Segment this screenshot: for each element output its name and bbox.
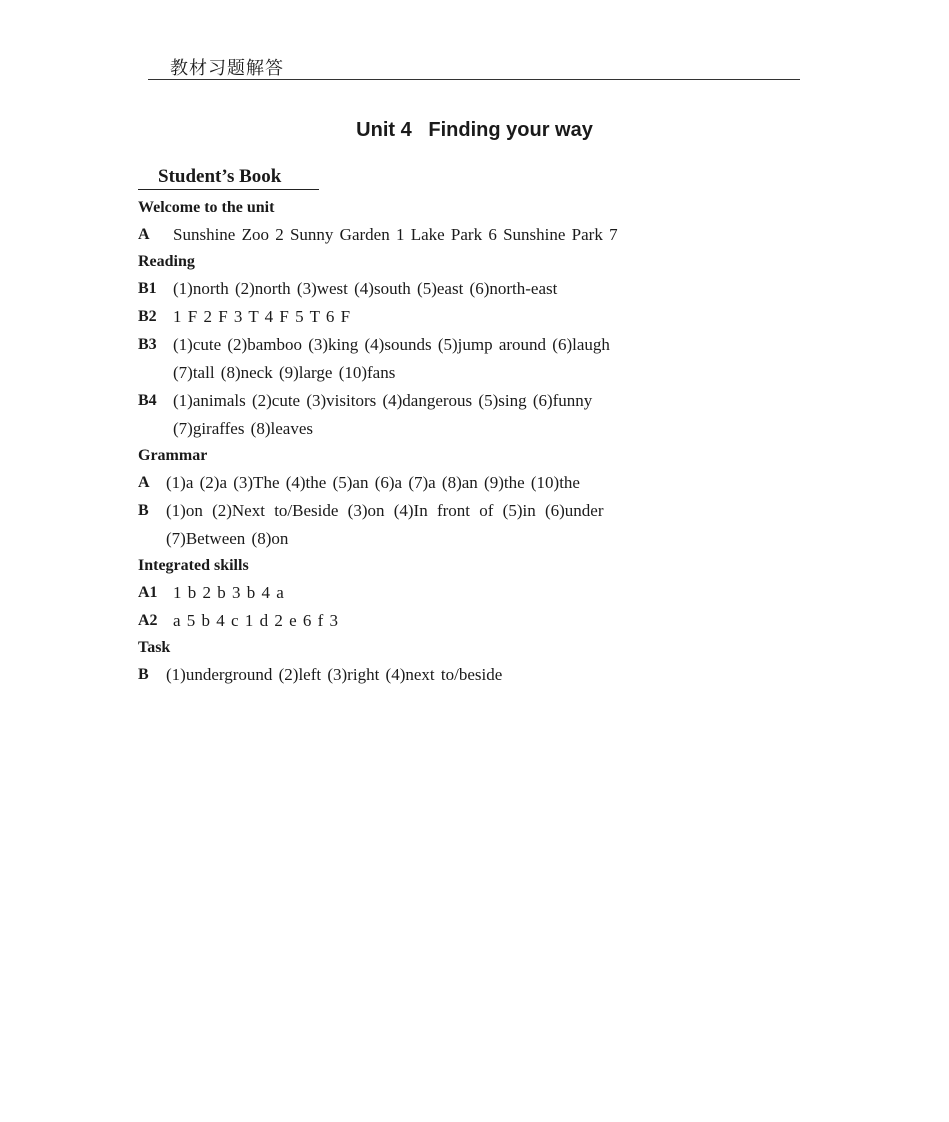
- page-header: [148, 52, 800, 80]
- answer-line-reading-b4: [138, 387, 818, 415]
- section-heading-reading: Reading: [138, 253, 195, 270]
- answer-line-grammar-b-cont: [138, 525, 818, 553]
- header-title: 教材习题解答: [170, 58, 284, 79]
- answer-line-reading-b3-cont: [138, 359, 818, 387]
- answers-text: (7)Between (8)on: [166, 529, 289, 548]
- answers-text: 1 b 2 b 3 b 4 a: [173, 583, 284, 602]
- answers-text: (1)animals (2)cute (3)visitors (4)dangerous (5)sing (6)funny: [173, 391, 593, 410]
- answer-line-integrated-a1: [138, 579, 818, 607]
- unit-title: Unit 4 Finding your way: [356, 119, 593, 141]
- answers-text: (1)cute (2)bamboo (3)king (4)sounds (5)jump around (6)laugh: [173, 335, 610, 354]
- answers-text: (1)a (2)a (3)The (4)the (5)an (6)a (7)a (8)an (9)the (10)the: [166, 473, 580, 492]
- answer-line-task-b: [138, 661, 818, 689]
- answers-text: a 5 b 4 c 1 d 2 e 6 f 3: [173, 611, 339, 630]
- answers-text: Sunshine Zoo 2 Sunny Garden 1 Lake Park 6 Sunshine Park 7: [173, 225, 618, 244]
- exercise-label: A1: [138, 584, 158, 601]
- answer-line-welcome-a: [138, 221, 818, 249]
- answer-line-integrated-a2: [138, 607, 818, 635]
- answer-line-grammar-b: [138, 497, 818, 525]
- answers-text: (7)giraffes (8)leaves: [173, 419, 313, 438]
- book-title: [138, 165, 319, 190]
- exercise-label: B4: [138, 392, 157, 409]
- section-heading-integrated-skills: Integrated skills: [138, 557, 249, 574]
- book-title-text: Student’s Book: [158, 166, 282, 187]
- exercise-label: A2: [138, 612, 158, 629]
- answer-line-reading-b4-cont: [138, 415, 818, 443]
- section-heading-task: Task: [138, 639, 171, 656]
- answer-line-reading-b2: [138, 303, 818, 331]
- exercise-label: B3: [138, 336, 157, 353]
- answers-text: (1)north (2)north (3)west (4)south (5)east (6)north-east: [173, 279, 558, 298]
- exercise-label: B2: [138, 308, 157, 325]
- answer-line-grammar-a: [138, 469, 818, 497]
- answers-text: (7)tall (8)neck (9)large (10)fans: [173, 363, 396, 382]
- answers-text: (1)on (2)Next to/Beside (3)on (4)In front of (5)in (6)under: [166, 501, 604, 520]
- section-heading-grammar: Grammar: [138, 447, 208, 464]
- exercise-label: B1: [138, 280, 157, 297]
- exercise-label: A: [138, 226, 150, 243]
- exercise-label: B: [138, 502, 149, 519]
- section-heading-welcome: Welcome to the unit: [138, 199, 275, 216]
- answer-key: [138, 195, 818, 689]
- answer-line-reading-b3: [138, 331, 818, 359]
- answers-text: (1)underground (2)left (3)right (4)next to/beside: [166, 665, 503, 684]
- exercise-label: B: [138, 666, 149, 683]
- answer-line-reading-b1: [138, 275, 818, 303]
- answers-text: 1 F 2 F 3 T 4 F 5 T 6 F: [173, 307, 351, 326]
- exercise-label: A: [138, 474, 150, 491]
